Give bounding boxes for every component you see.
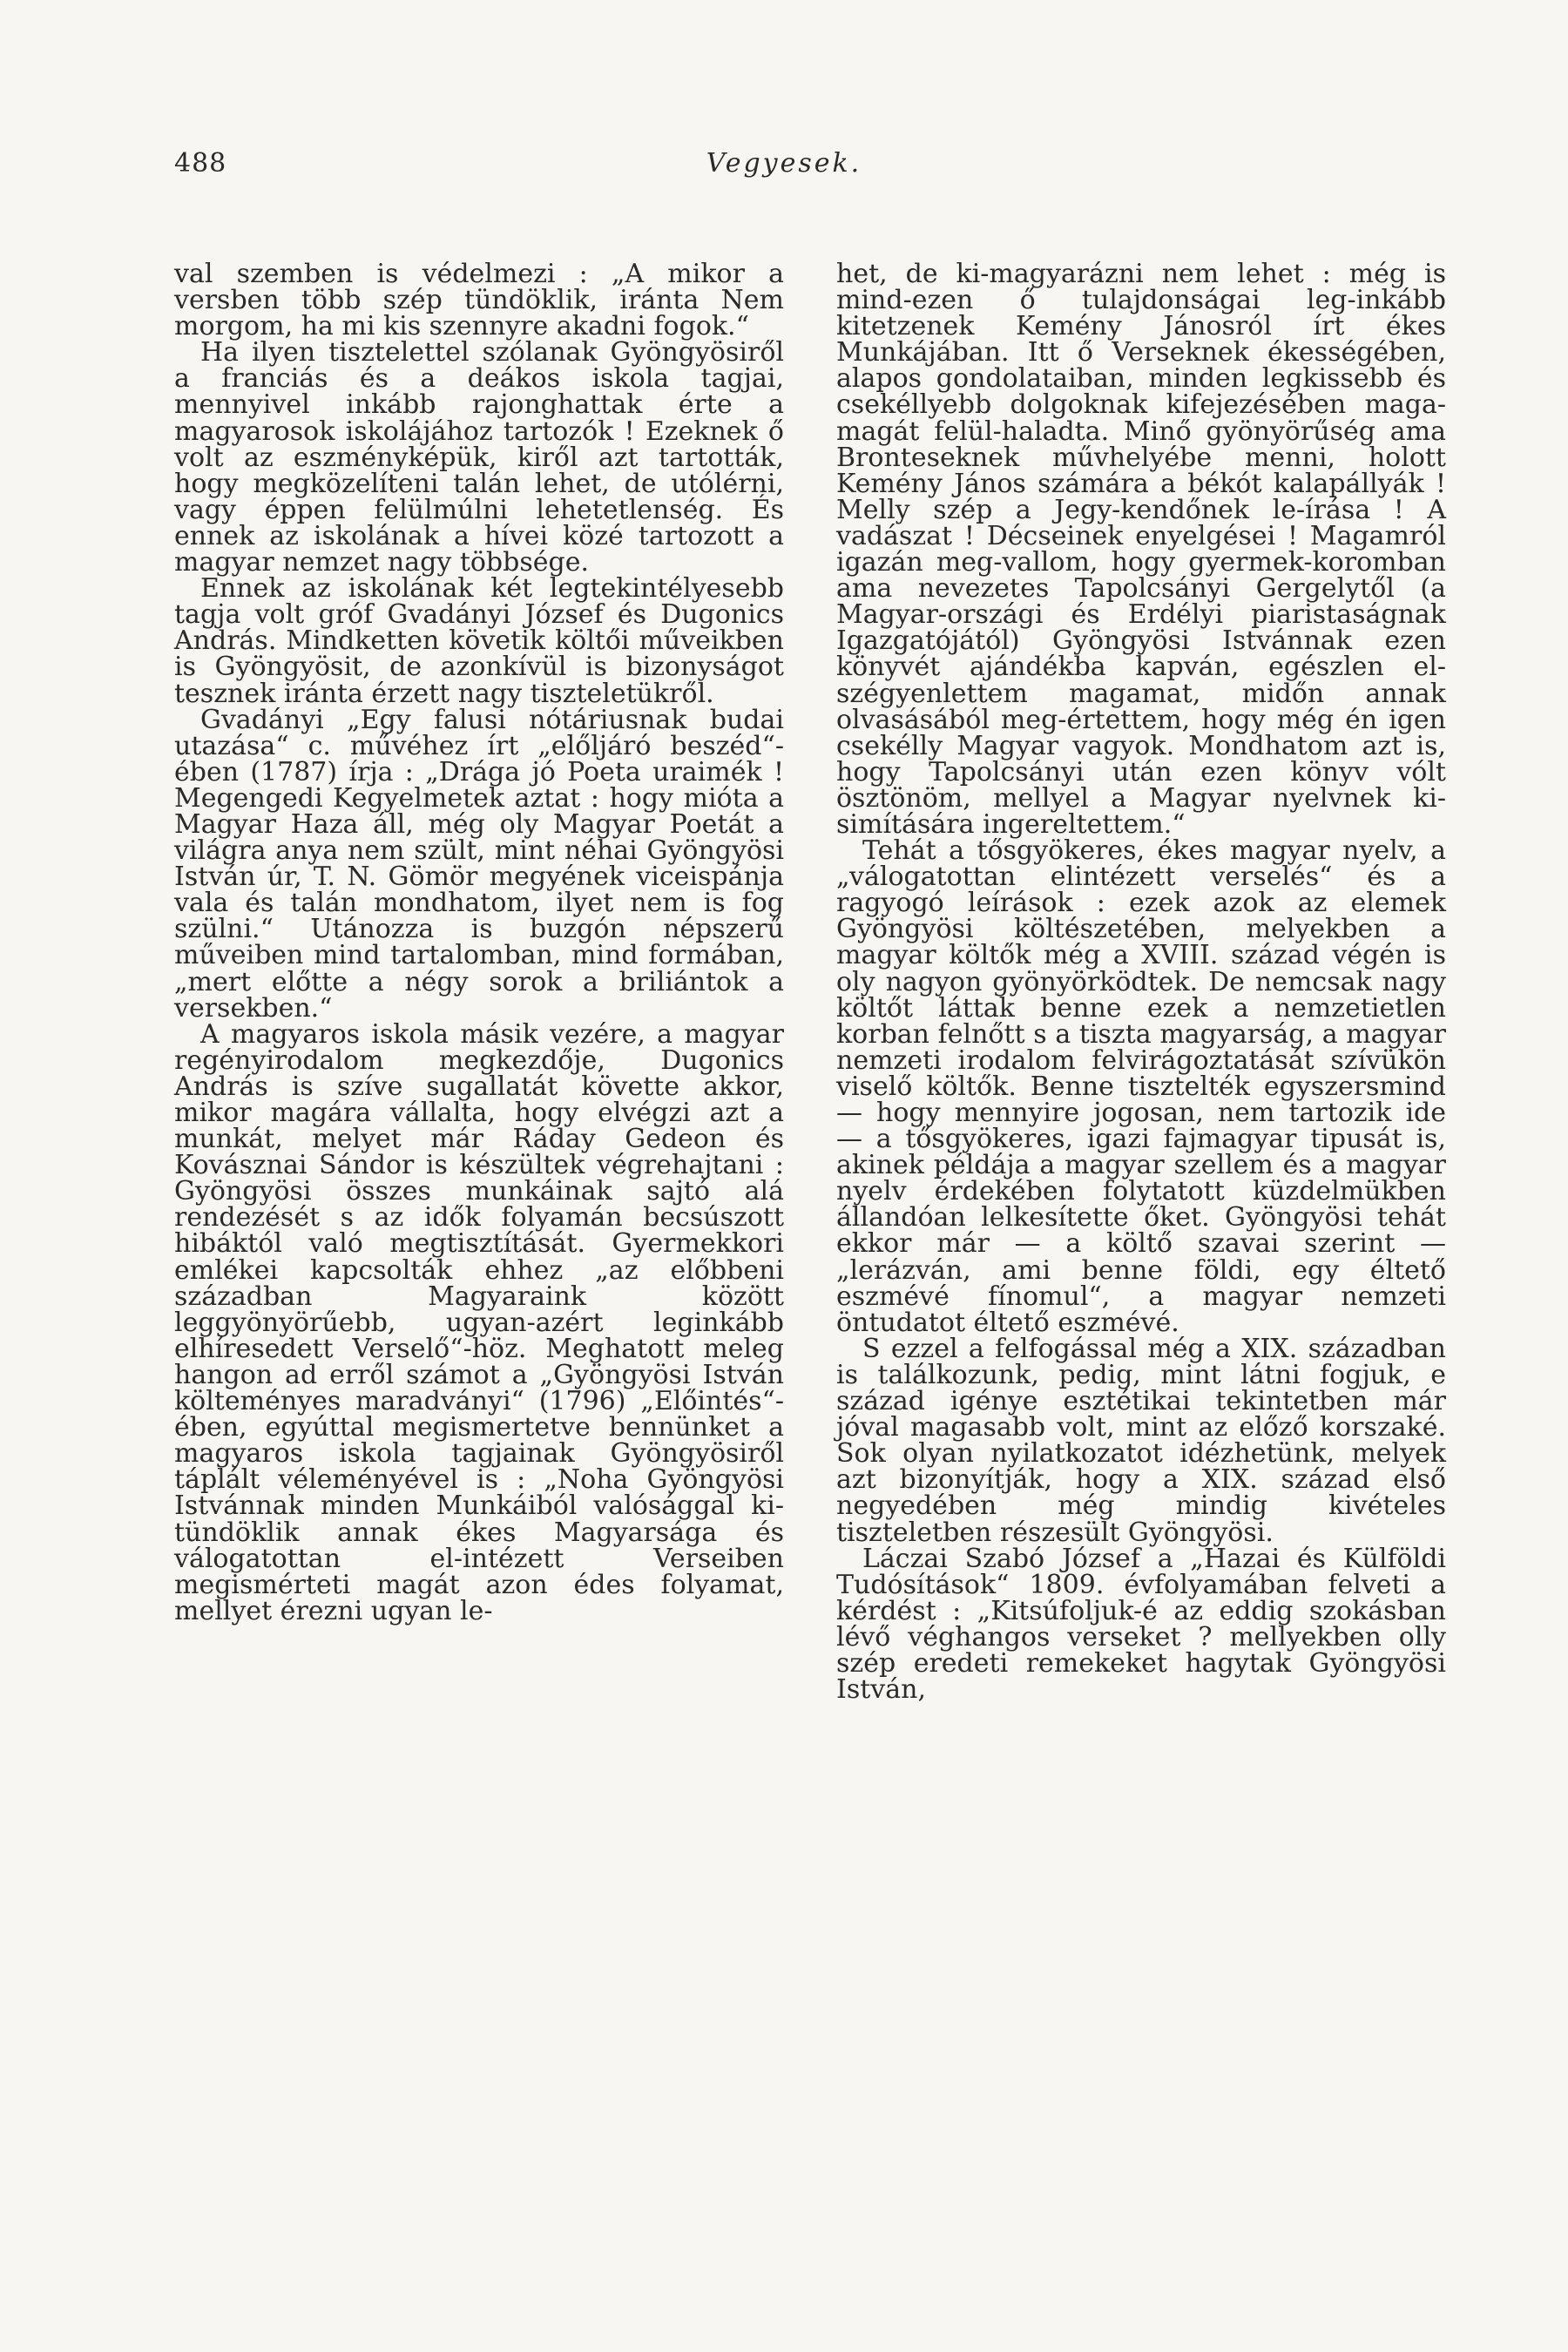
paragraph: val szemben is védelmezi : „A mikor a versben több szép tündöklik, iránta Nem morgom, ha mi kis szennyre akadni fogok.“ (174, 259, 784, 342)
paragraph: Ha ilyen tisztelettel szólanak Gyöngyösiről a franciás és a deákos iskola tagjai, mennyivel inkább rajonghattak érte a magyarosok iskolájához tartozók ! Ezeknek ő volt az eszményképük, kiről azt tartották, hogy megközelíteni talán lehet, de utólérni, vagy éppen felülmúlni lehetetlenség. És ennek az iskolának a hívei közé tartozott a magyar nemzet nagy többsége. (174, 337, 784, 578)
paragraph: A magyaros iskola másik vezére, a magyar regényirodalom megkezdője, Dugonics András is szíve sugallatát követte akkor, mikor magára vállalta, hogy elvégzi azt a munkát, melyet már Ráday Gedeon és Kovásznai Sándor is készültek végrehajtani : Gyöngyösi összes munkáinak sajtó alá rendezését s az idők folyamán becsúszott hibáktól való megtisztítását. Gyermekkori emlékei kapcsolták ehhez „az előbbeni században Magyaraink között leggyönyörűebb, ugyan-azért leginkább elhíresedett Verselő“-höz. Meghatott meleg hangon ad erről számot a „Gyöngyösi István költeményes maradványi“ (1796) „Előintés“-ében, egyúttal megismertetve bennünket a magyaros iskola tagjainak Gyöngyösiről táplált véleményével is : „Noha Gyöngyösi Istvánnak minden Munkáiból valósággal ki-tündöklik annak ékes Magyarsága és válogatottan el-intézett Verseiben megismérteti magát azon édes folyamat, mellyet érezni ugyan le- (174, 1018, 784, 1626)
paragraph: Ennek az iskolának két legtekintélyesebb tagja volt gróf Gvadányi József és Dugonics András. Mindketten követik költői műveikben is Gyöngyösit, de azonkívül is bizonyságot tesznek iránta érzett nagy tiszteletükről. (174, 573, 784, 709)
paragraph: Tehát a tősgyökeres, ékes magyar nyelv, a „válogatottan elintézett verselés“ és a ragyogó leírások : ezek azok az elemek Gyöngyösi költészetében, melyekben a magyar költők még a XVIII. század végén is oly nagyon gyönyörködtek. De nemcsak nagy költőt láttak benne ezek a nemzetietlen korban felnőtt s a tiszta magyarság, a magyar nemzeti irodalom felvirágoztatását szívükön viselő költők. Benne tisztelték egyszersmind — hogy mennyire jogosan, nem tartozik ide — a tősgyökeres, igazi fajmagyar tipusát is, akinek példája a magyar szellem és a magyar nyelv érdekében folytatott küzdelmükben állandóan lelkesítette őket. Gyöngyösi tehát ekkor már — a költő szavai szerint — „lerázván, ami benne földi, egy éltető eszmévé fínomul“, a magyar nemzeti öntudatot éltető eszmévé. (836, 835, 1446, 1338)
paragraph: het, de ki-magyarázni nem lehet : még is mind-ezen ő tulajdonságai leg-inkább kitetzenek Kemény Jánosról írt ékes Munkájában. Itt ő Verseknek ékességében, alapos gondolataiban, minden legkissebb és csekéllyebb dolgoknak kifejezésében maga-magát felül-haladta. Minő gyönyörűség ama Bronteseknek művhelyébe menni, holott Kemény János számára a békót kalapállyák ! Melly szép a Jegy-kendőnek le-írása ! A vadászat ! Décseinek enyelgései ! Magamról igazán meg-vallom, hogy gyermek-koromban ama nevezetes Tapolcsányi Gergelytől (a Magyar-országi és Erdélyi piaristaságnak Igazgatójától) Gyöngyösi Istvánnak ezen könyvét ajándékba kapván, egészlen el-szégyenlettem magamat, midőn annak olvasásából meg-értettem, hogy még én igen csekélly Magyar vagyok. Mondhatom azt is, hogy Tapolcsányi után ezen könyv vólt ösztönöm, mellyel a Magyar nyelvnek ki-simítására ingereltettem.“ (836, 259, 1446, 840)
paragraph: Gvadányi „Egy falusi nótáriusnak budai utazása“ c. művéhez írt „előljáró beszéd“-ében (1787) írja : „Drága jó Poeta uraimék ! Megengedi Kegyelmetek aztat : hogy mióta a Magyar Haza áll, még oly Magyar Poetát a világra anya nem szült, mint néhai Gyöngyösi István úr, T. N. Gömör megyének viceispánja vala és talán mondhatom, ilyet nem is fog szülni.“ Utánozza is buzgón népszerű műveiben mind tartalomban, mind formában, „mert előtte a négy sorok a briliántok a versekben.“ (174, 704, 784, 1024)
paragraph: Láczai Szabó József a „Hazai és Külföldi Tudósítások“ 1809. évfolyamában felveti a kérdést : „Kitsúfoljuk-é az eddig szokásban lévő véghangos verseket ? mellyekben olly szép eredeti remekeket hagytak Gyöngyösi István, (836, 1543, 1446, 1706)
paragraph: S ezzel a felfogással még a XIX. században is találkozunk, pedig, mint látni fogjuk, e század igénye esztétikai tekintetben már jóval magasabb volt, mint az előző korszaké. Sok olyan nyilatkozatot idézhetünk, melyek azt bizonyítják, hogy a XIX. század első negyedében még mindig kivételes tiszteletben részesült Gyöngyösi. (836, 1333, 1446, 1548)
page-number: 488 (174, 148, 227, 179)
right-column (836, 261, 1446, 2178)
running-title: Vegyesek. (706, 148, 862, 179)
left-column (174, 261, 784, 2178)
